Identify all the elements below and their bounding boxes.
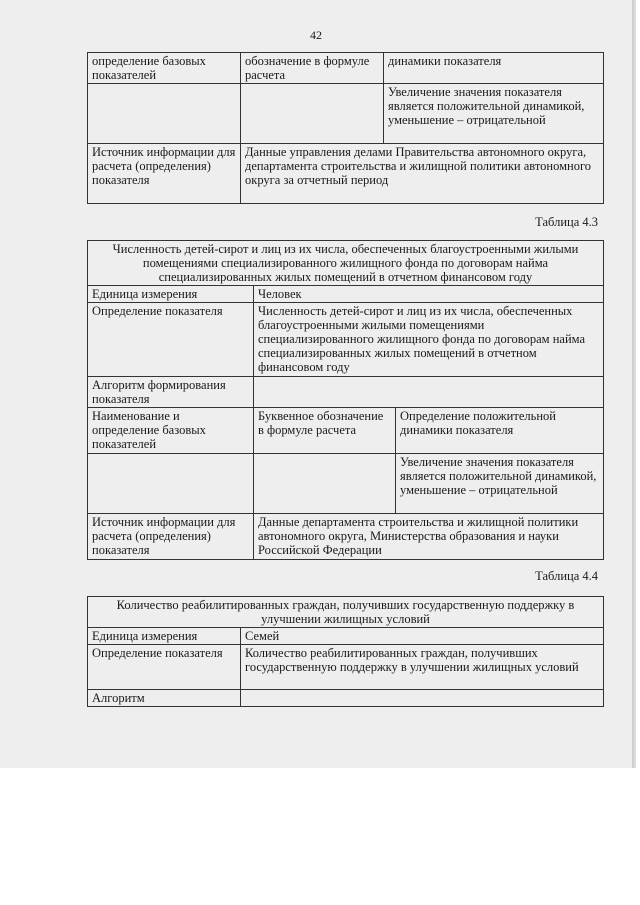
definition-value: Количество реабилитированных граждан, получивших государственную поддержку в улучшении жилищных условий: [241, 645, 604, 690]
table-cell: динамики показателя: [384, 53, 604, 84]
table-row: [88, 408, 604, 454]
source-label: Источник информации для расчета (определения) показателя: [88, 144, 241, 204]
table-row: [88, 84, 604, 144]
table-4-3: [87, 240, 604, 560]
page-number: 42: [310, 28, 322, 42]
dynamics-label: Определение положительной динамики показателя: [396, 408, 604, 454]
source-label: Источник информации для расчета (определения) показателя: [88, 514, 254, 560]
definition-value: Численность детей-сирот и лиц из их числа, обеспеченных благоустроенными жилыми помещениями специализированного жилищного фонда по договорам найма специализированных жилых помещений в отчетном финансовом году: [254, 303, 604, 377]
table-row: [88, 628, 604, 645]
table-title: Количество реабилитированных граждан, получивших государственную поддержку в улучшении жилищных условий: [88, 597, 604, 628]
table-cell: [88, 454, 254, 514]
table-4-4: [87, 596, 604, 707]
table-row: [88, 690, 604, 707]
table-caption: Таблица 4.3: [535, 215, 598, 229]
table-cell: [254, 454, 396, 514]
table-row: [88, 303, 604, 377]
table-cell: [241, 84, 384, 144]
table-row: [88, 454, 604, 514]
table-title-row: [88, 597, 604, 628]
unit-value: Семей: [241, 628, 604, 645]
source-value: Данные департамента строительства и жилищной политики автономного округа, Министерства образования и науки Российской Федерации: [254, 514, 604, 560]
table-continued: [87, 52, 604, 204]
definition-label: Определение показателя: [88, 645, 241, 690]
unit-label: Единица измерения: [88, 628, 241, 645]
table-cell: обозначение в формуле расчета: [241, 53, 384, 84]
table-cell: [88, 84, 241, 144]
unit-value: Человек: [254, 286, 604, 303]
table-caption: Таблица 4.4: [535, 569, 598, 583]
table-row: [88, 377, 604, 408]
algorithm-label: Алгоритм: [88, 690, 241, 707]
table-cell: Увеличение значения показателя является положительной динамикой, уменьшение – отрицательной: [384, 84, 604, 144]
unit-label: Единица измерения: [88, 286, 254, 303]
dynamics-value: Увеличение значения показателя является положительной динамикой, уменьшение – отрицательной: [396, 454, 604, 514]
table-row: [88, 645, 604, 690]
algorithm-label: Алгоритм формирования показателя: [88, 377, 254, 408]
table-row: [88, 53, 604, 84]
algorithm-value: [254, 377, 604, 408]
table-title-row: [88, 241, 604, 286]
table-row: [88, 514, 604, 560]
definition-label: Определение показателя: [88, 303, 254, 377]
table-title: Численность детей-сирот и лиц из их числа, обеспеченных благоустроенными жилыми помещениями специализированного жилищного фонда по договорам найма специализированных жилых помещений в отчетном финансовом году: [88, 241, 604, 286]
table-row: [88, 144, 604, 204]
algorithm-value: [241, 690, 604, 707]
table-row: [88, 286, 604, 303]
letter-designation-label: Буквенное обозначение в формуле расчета: [254, 408, 396, 454]
table-cell: определение базовых показателей: [88, 53, 241, 84]
source-value: Данные управления делами Правительства автономного округа, департамента строительства и жилищной политики автономного округа за отчетный период: [241, 144, 604, 204]
base-indicators-label: Наименование и определение базовых показателей: [88, 408, 254, 454]
